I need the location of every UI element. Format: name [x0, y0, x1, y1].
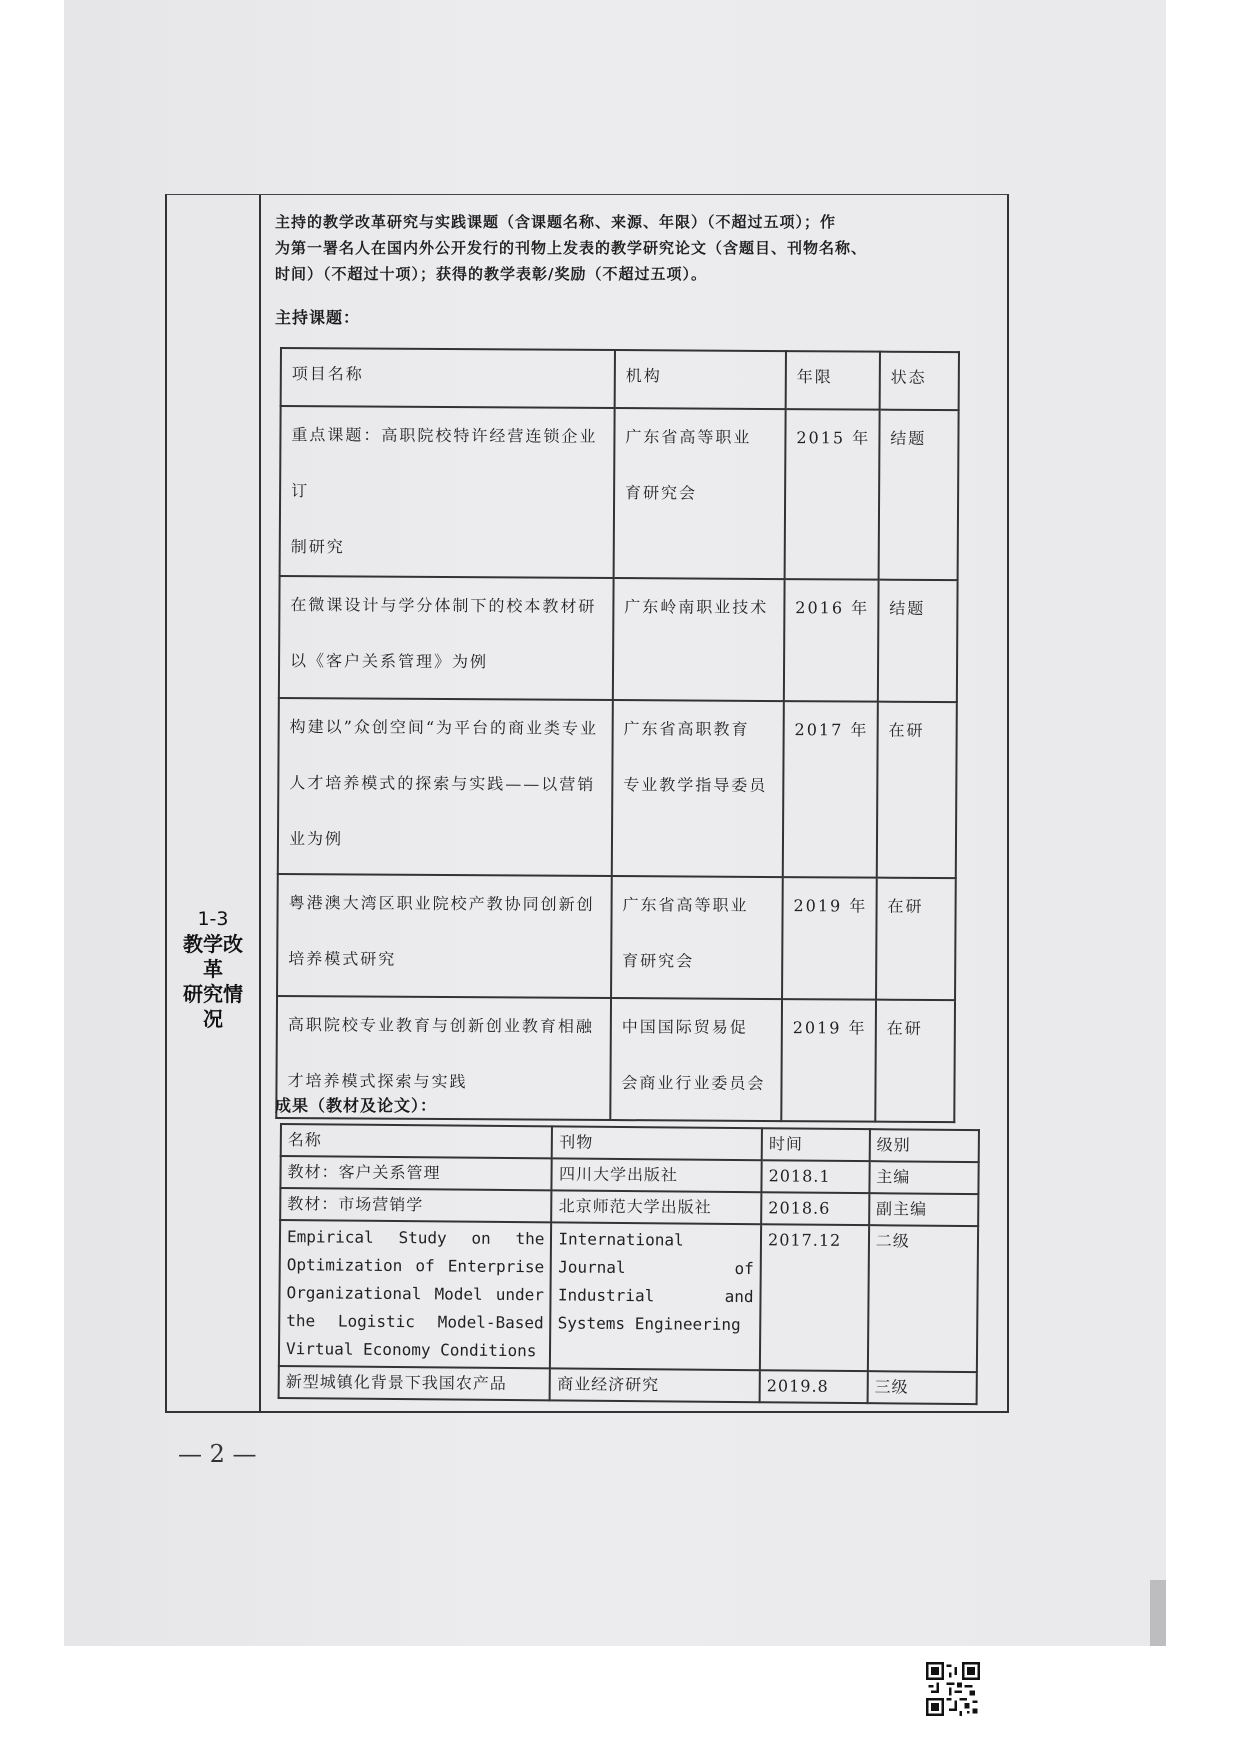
table-row [277, 874, 956, 1000]
project-org-cell [611, 876, 783, 999]
section-label [167, 907, 259, 1032]
section-number: 1-3 [197, 908, 229, 930]
result-title-cell: 教材：市场营销学 [280, 1188, 552, 1222]
result-level-cell: 三级 [867, 1371, 976, 1404]
table-row [279, 1366, 977, 1404]
page-edge-shadow [1150, 1580, 1166, 1646]
cell-line: 会商业行业委员会 [621, 1073, 766, 1093]
projects-heading: 主持课题： [275, 308, 361, 327]
result-time-cell: 2019.8 [760, 1370, 868, 1403]
result-level-cell: 副主编 [869, 1193, 978, 1226]
results-heading: 成果（教材及论文）： [275, 1096, 438, 1115]
result-journal-cell: 四川大学出版社 [552, 1158, 762, 1192]
projects-table [275, 347, 960, 1123]
section-label-line: 况 [203, 1007, 223, 1031]
table-row [279, 576, 958, 702]
cell-line: 培养模式研究 [288, 949, 397, 969]
col-header-org: 机构 [615, 350, 786, 409]
cell-line: 广东省高职教育 [623, 719, 750, 739]
section-label-column [167, 195, 261, 1411]
cell-line: 人才培养模式的探索与实践——以营销 [289, 773, 596, 794]
project-org-cell [613, 578, 785, 701]
project-name-cell [279, 576, 614, 700]
cell-line: 构建以”众创空间“为平台的商业类专业 [289, 717, 599, 738]
col-header-name: 项目名称 [281, 348, 615, 408]
cell-line: 重点课题：高职院校特许经营连锁企业订 [291, 425, 598, 501]
col-header-status: 状态 [880, 352, 959, 410]
result-level-cell: 二级 [868, 1225, 978, 1372]
cell-line: 中国国际贸易促 [621, 1017, 748, 1037]
instruction-line: 为第一署名人在国内外公开发行的刊物上发表的教学研究论文（含题目、刊物名称、 [275, 239, 868, 257]
result-journal-cell: 商业经济研究 [550, 1368, 760, 1402]
result-level-cell: 主编 [869, 1161, 978, 1194]
project-org-cell [613, 408, 785, 579]
section-label-line: 教学改 [183, 932, 243, 956]
cell-line: 在微课设计与学分体制下的校本教材研 [290, 595, 597, 616]
project-status-cell: 在研 [875, 1000, 955, 1122]
project-year-cell: 2019 年 [782, 877, 877, 1000]
project-status-cell: 在研 [877, 702, 957, 878]
result-time-cell: 2017.12 [760, 1224, 869, 1371]
cell-line: 育研究会 [622, 951, 695, 971]
results-table [278, 1123, 980, 1405]
qr-code-icon [926, 1662, 980, 1716]
cell-line: 育研究会 [624, 483, 698, 503]
result-title-cell: 新型城镇化背景下我国农产品 [279, 1366, 551, 1400]
project-year-cell: 2016 年 [784, 579, 879, 702]
cell-line: 粤港澳大湾区职业院校产教协同创新创 [288, 893, 595, 914]
cell-line: 广东岭南职业技术 [624, 597, 769, 617]
cell-line: 专业教学指导委员 [623, 775, 768, 795]
table-header-row [281, 348, 959, 410]
instruction-line: 主持的教学改革研究与实践课题（含课题名称、来源、年限）（不超过五项）；作 [275, 213, 837, 231]
result-time-cell: 2018.6 [761, 1192, 869, 1225]
section-label-line: 革 [203, 957, 223, 981]
result-title-cell: Empirical Study on the Optimization of Enterprise Organizational Model under the Logistic Model-Based Virtual Economy Conditions [279, 1220, 552, 1368]
project-status-cell: 结题 [878, 580, 958, 702]
project-year-cell: 2017 年 [783, 701, 878, 878]
cell-line: 广东省高等职业 [622, 895, 749, 915]
table-row [279, 1220, 978, 1372]
project-name-cell [280, 406, 615, 578]
col-header-level: 级别 [869, 1129, 978, 1162]
project-status-cell: 在研 [876, 878, 956, 1000]
project-year-cell: 2015 年 [785, 409, 880, 580]
col-header-year: 年限 [786, 351, 880, 410]
form-frame [165, 194, 1009, 1413]
col-header-journal: 刊物 [552, 1126, 762, 1160]
result-journal-cell: International Journal of Industrial and Systems Engineering [550, 1222, 761, 1370]
col-header-title: 名称 [281, 1124, 553, 1158]
instructions [275, 209, 995, 287]
project-org-cell [612, 700, 784, 877]
table-row [278, 698, 957, 878]
project-year-cell: 2019 年 [781, 999, 876, 1122]
project-org-cell [610, 998, 782, 1121]
project-status-cell: 结题 [878, 410, 958, 580]
cell-line: 制研究 [290, 537, 345, 557]
result-time-cell: 2018.1 [761, 1160, 869, 1193]
col-header-time: 时间 [762, 1128, 870, 1161]
project-name-cell [277, 874, 612, 998]
project-name-cell [278, 698, 613, 876]
result-journal-cell: 北京师范大学出版社 [552, 1190, 762, 1224]
instruction-line: 时间）（不超过十项）；获得的教学表彰/奖励（不超过五项）。 [275, 265, 707, 283]
cell-line: 业为例 [288, 829, 344, 849]
page-number: — 2 — [178, 1440, 257, 1468]
section-label-line: 研究情 [183, 982, 243, 1006]
result-title-cell: 教材：客户关系管理 [280, 1156, 552, 1190]
cell-line: 高职院校专业教育与创新创业教育相融 [287, 1015, 594, 1036]
cell-line: 才培养模式探索与实践 [287, 1071, 468, 1092]
cell-line: 广东省高等职业 [625, 427, 752, 447]
cell-line: 以《客户关系管理》为例 [290, 651, 489, 672]
table-row [280, 406, 959, 580]
